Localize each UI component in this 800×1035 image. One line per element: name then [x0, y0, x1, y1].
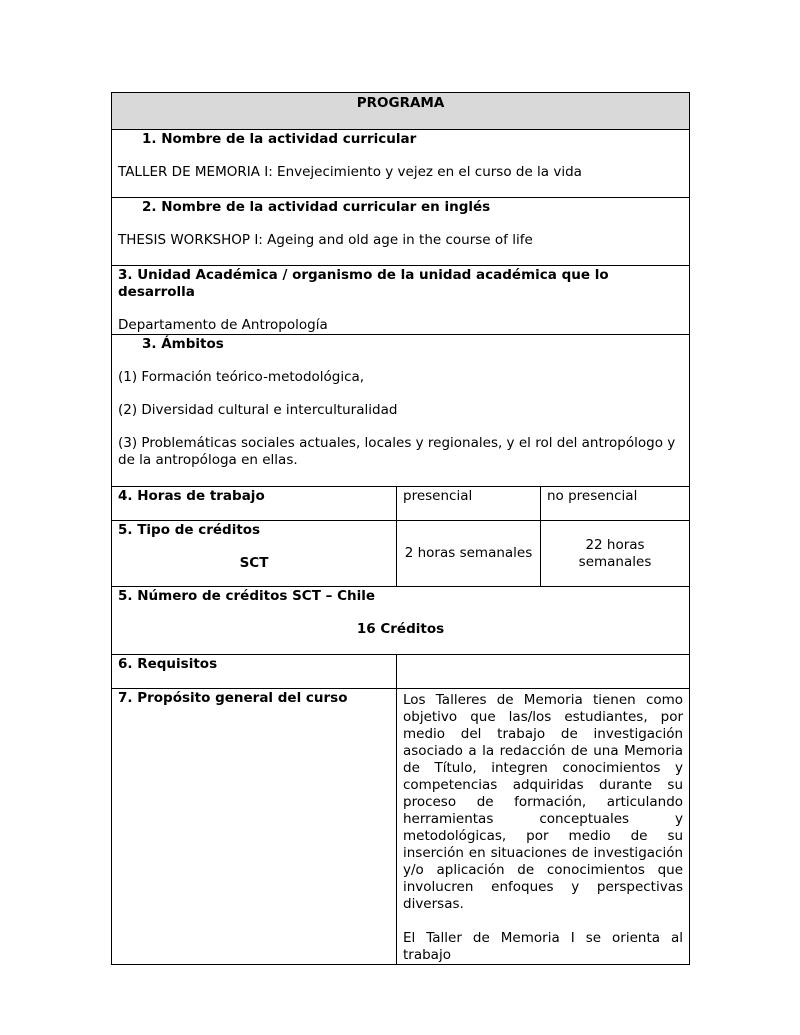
section-activity-name [112, 130, 690, 198]
credit-count-heading: 5. Número de créditos SCT – Chile [118, 588, 375, 604]
purpose-heading: 7. Propósito general del curso [112, 689, 397, 965]
no-presencial-hours-value: 22 horas semanales [541, 521, 690, 587]
academic-unit-value: Departamento de Antropología [118, 317, 328, 333]
credit-count-value: 16 Créditos [356, 621, 445, 637]
section-credit-type [112, 521, 690, 587]
scope-item: (1) Formación teórico-metodológica, [118, 369, 365, 385]
section-work-hours [112, 487, 690, 521]
section-academic-unit [112, 266, 690, 335]
credit-type-heading: 5. Tipo de créditos [118, 522, 261, 538]
section-activity-name-en [112, 198, 690, 266]
credit-type-value: SCT [239, 555, 269, 571]
program-table [111, 92, 690, 965]
section-credit-count [112, 587, 690, 655]
activity-name-heading: 1. Nombre de la actividad curricular [142, 131, 417, 147]
section-requirements [112, 655, 690, 689]
scopes-heading: 3. Ámbitos [142, 336, 224, 352]
scope-item: (2) Diversidad cultural e interculturalidad [118, 402, 398, 418]
activity-name-en-heading: 2. Nombre de la actividad curricular en inglés [142, 199, 491, 215]
requirements-heading: 6. Requisitos [112, 655, 397, 689]
section-scopes [112, 335, 690, 487]
activity-name-en-value: THESIS WORKSHOP I: Ageing and old age in the course of life [118, 232, 533, 248]
scope-item: (3) Problemáticas sociales actuales, locales y regionales, y el rol del antropólogo y de la antropóloga en ellas. [118, 435, 676, 468]
section-purpose [112, 689, 690, 965]
program-title: PROGRAMA [112, 93, 690, 130]
purpose-paragraph: Los Talleres de Memoria tienen como objetivo que las/los estudiantes, por medio del trabajo de investigación asociado a la redacción de una Memoria de Título, integren conocimientos y competencias adquiridas durante su proceso de formación, articulando herramientas conceptuales y metodológicas, por medio de su inserción en situaciones de investigación y/o aplicación de conocimientos que involucren enfoques y perspectivas diversas. [403, 692, 684, 912]
presencial-hours-value: 2 horas semanales [397, 521, 541, 587]
activity-name-value: TALLER DE MEMORIA I: Envejecimiento y vejez en el curso de la vida [118, 164, 582, 180]
work-hours-heading: 4. Horas de trabajo [112, 487, 397, 521]
academic-unit-heading: 3. Unidad Académica / organismo de la unidad académica que lo desarrolla [118, 267, 609, 300]
purpose-paragraph: El Taller de Memoria I se orienta al trabajo [403, 930, 684, 963]
hours-no-presencial-label: no presencial [541, 487, 690, 521]
requirements-value [397, 655, 690, 689]
hours-presencial-label: presencial [397, 487, 541, 521]
header-row [112, 93, 690, 130]
